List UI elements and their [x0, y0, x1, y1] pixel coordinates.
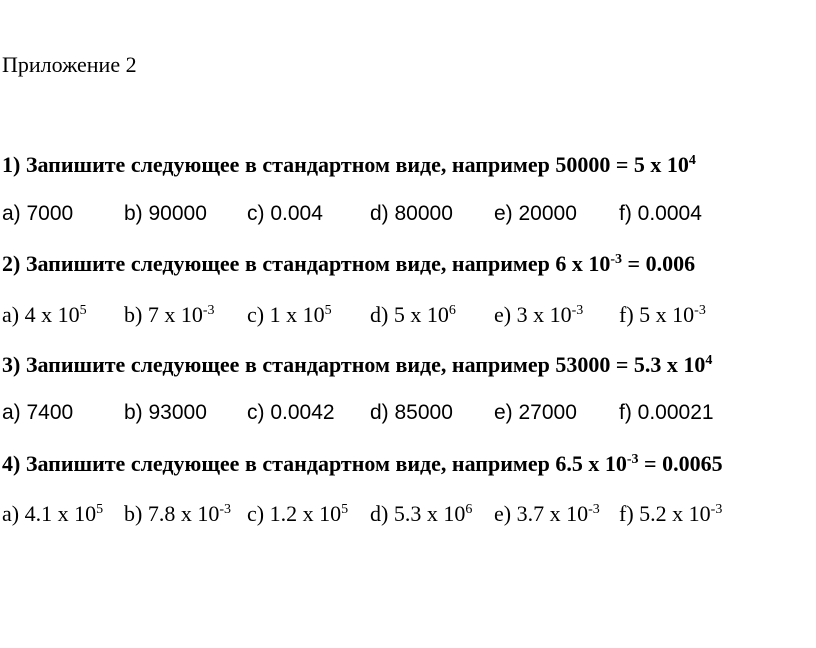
answer-4f-base: f) 5.2 x 10	[619, 501, 711, 526]
answer-1a: a) 7000	[2, 202, 74, 225]
question-2-tail: = 0.006	[622, 251, 696, 276]
answer-4e	[494, 501, 600, 527]
answer-4b-base: b) 7.8 x 10	[124, 501, 220, 526]
question-2	[2, 251, 695, 277]
answer-3f: f) 0.00021	[619, 401, 714, 424]
question-4-text: 4) Запишите следующее в стандартном виде, например 6.5 x 10	[2, 451, 627, 476]
answer-4d-exponent: 6	[465, 502, 473, 517]
answer-4e-exponent: -3	[588, 502, 600, 517]
answer-4a-base: a) 4.1 x 10	[2, 501, 97, 526]
answer-2c-exponent: 5	[324, 303, 332, 318]
question-3-exponent: 4	[705, 353, 713, 368]
answer-4f-exponent: -3	[710, 502, 723, 517]
answer-1e: e) 20000	[494, 202, 577, 225]
answer-2b-base: b) 7 x 10	[124, 302, 203, 327]
answer-4c-exponent: 5	[341, 502, 349, 517]
question-3	[2, 352, 712, 378]
answer-3e: e) 27000	[494, 401, 577, 424]
answer-4a	[2, 501, 103, 527]
answer-4b	[124, 501, 231, 527]
answer-2d-base: d) 5 x 10	[370, 302, 449, 327]
answer-4c-base: c) 1.2 x 10	[247, 501, 342, 526]
question-3-text: 3) Запишите следующее в стандартном виде, например 53000 = 5.3 x 10	[2, 352, 706, 377]
answer-2e	[494, 302, 583, 328]
question-4-tail: = 0.0065	[638, 451, 723, 476]
answer-4a-exponent: 5	[96, 502, 104, 517]
appendix-title: Приложение 2	[2, 52, 137, 77]
question-2-exponent: -3	[610, 252, 623, 267]
answer-2e-exponent: -3	[571, 303, 584, 318]
answer-1c: c) 0.004	[247, 202, 323, 225]
question-1-text: 1) Запишите следующее в стандартном виде, например 50000 = 5 x 10	[2, 152, 689, 177]
answer-1b: b) 90000	[124, 202, 207, 225]
answer-4f	[619, 501, 722, 527]
answers-row-3	[0, 401, 816, 431]
answer-2e-base: e) 3 x 10	[494, 302, 572, 327]
answer-3d: d) 85000	[370, 401, 453, 424]
answer-2f-base: f) 5 x 10	[619, 302, 695, 327]
answer-4d	[370, 501, 472, 527]
answer-4e-base: e) 3.7 x 10	[494, 501, 589, 526]
question-4	[2, 451, 723, 477]
answer-3a: a) 7400	[2, 401, 74, 424]
answer-2d-exponent: 6	[448, 303, 456, 318]
answers-row-4	[0, 501, 816, 531]
question-4-exponent: -3	[626, 452, 639, 467]
answer-4b-exponent: -3	[219, 502, 231, 517]
answer-3c: c) 0.0042	[247, 401, 335, 424]
answer-1f: f) 0.0004	[619, 202, 702, 225]
answer-4c	[247, 501, 348, 527]
question-1-exponent: 4	[688, 153, 696, 168]
answer-2d	[370, 302, 456, 328]
answers-row-1	[0, 202, 816, 232]
answers-row-2	[0, 302, 816, 332]
question-2-text: 2) Запишите следующее в стандартном виде, например 6 x 10	[2, 251, 611, 276]
answer-2f-exponent: -3	[694, 303, 706, 318]
answer-2f	[619, 302, 706, 328]
answer-2a	[2, 302, 87, 328]
answer-3b: b) 93000	[124, 401, 207, 424]
answer-2a-base: a) 4 x 10	[2, 302, 80, 327]
answer-2b	[124, 302, 215, 328]
answer-2c-base: c) 1 x 10	[247, 302, 325, 327]
question-1	[2, 152, 696, 178]
answer-4d-base: d) 5.3 x 10	[370, 501, 466, 526]
answer-2a-exponent: 5	[79, 303, 87, 318]
answer-1d: d) 80000	[370, 202, 453, 225]
answer-2b-exponent: -3	[202, 303, 215, 318]
answer-2c	[247, 302, 332, 328]
